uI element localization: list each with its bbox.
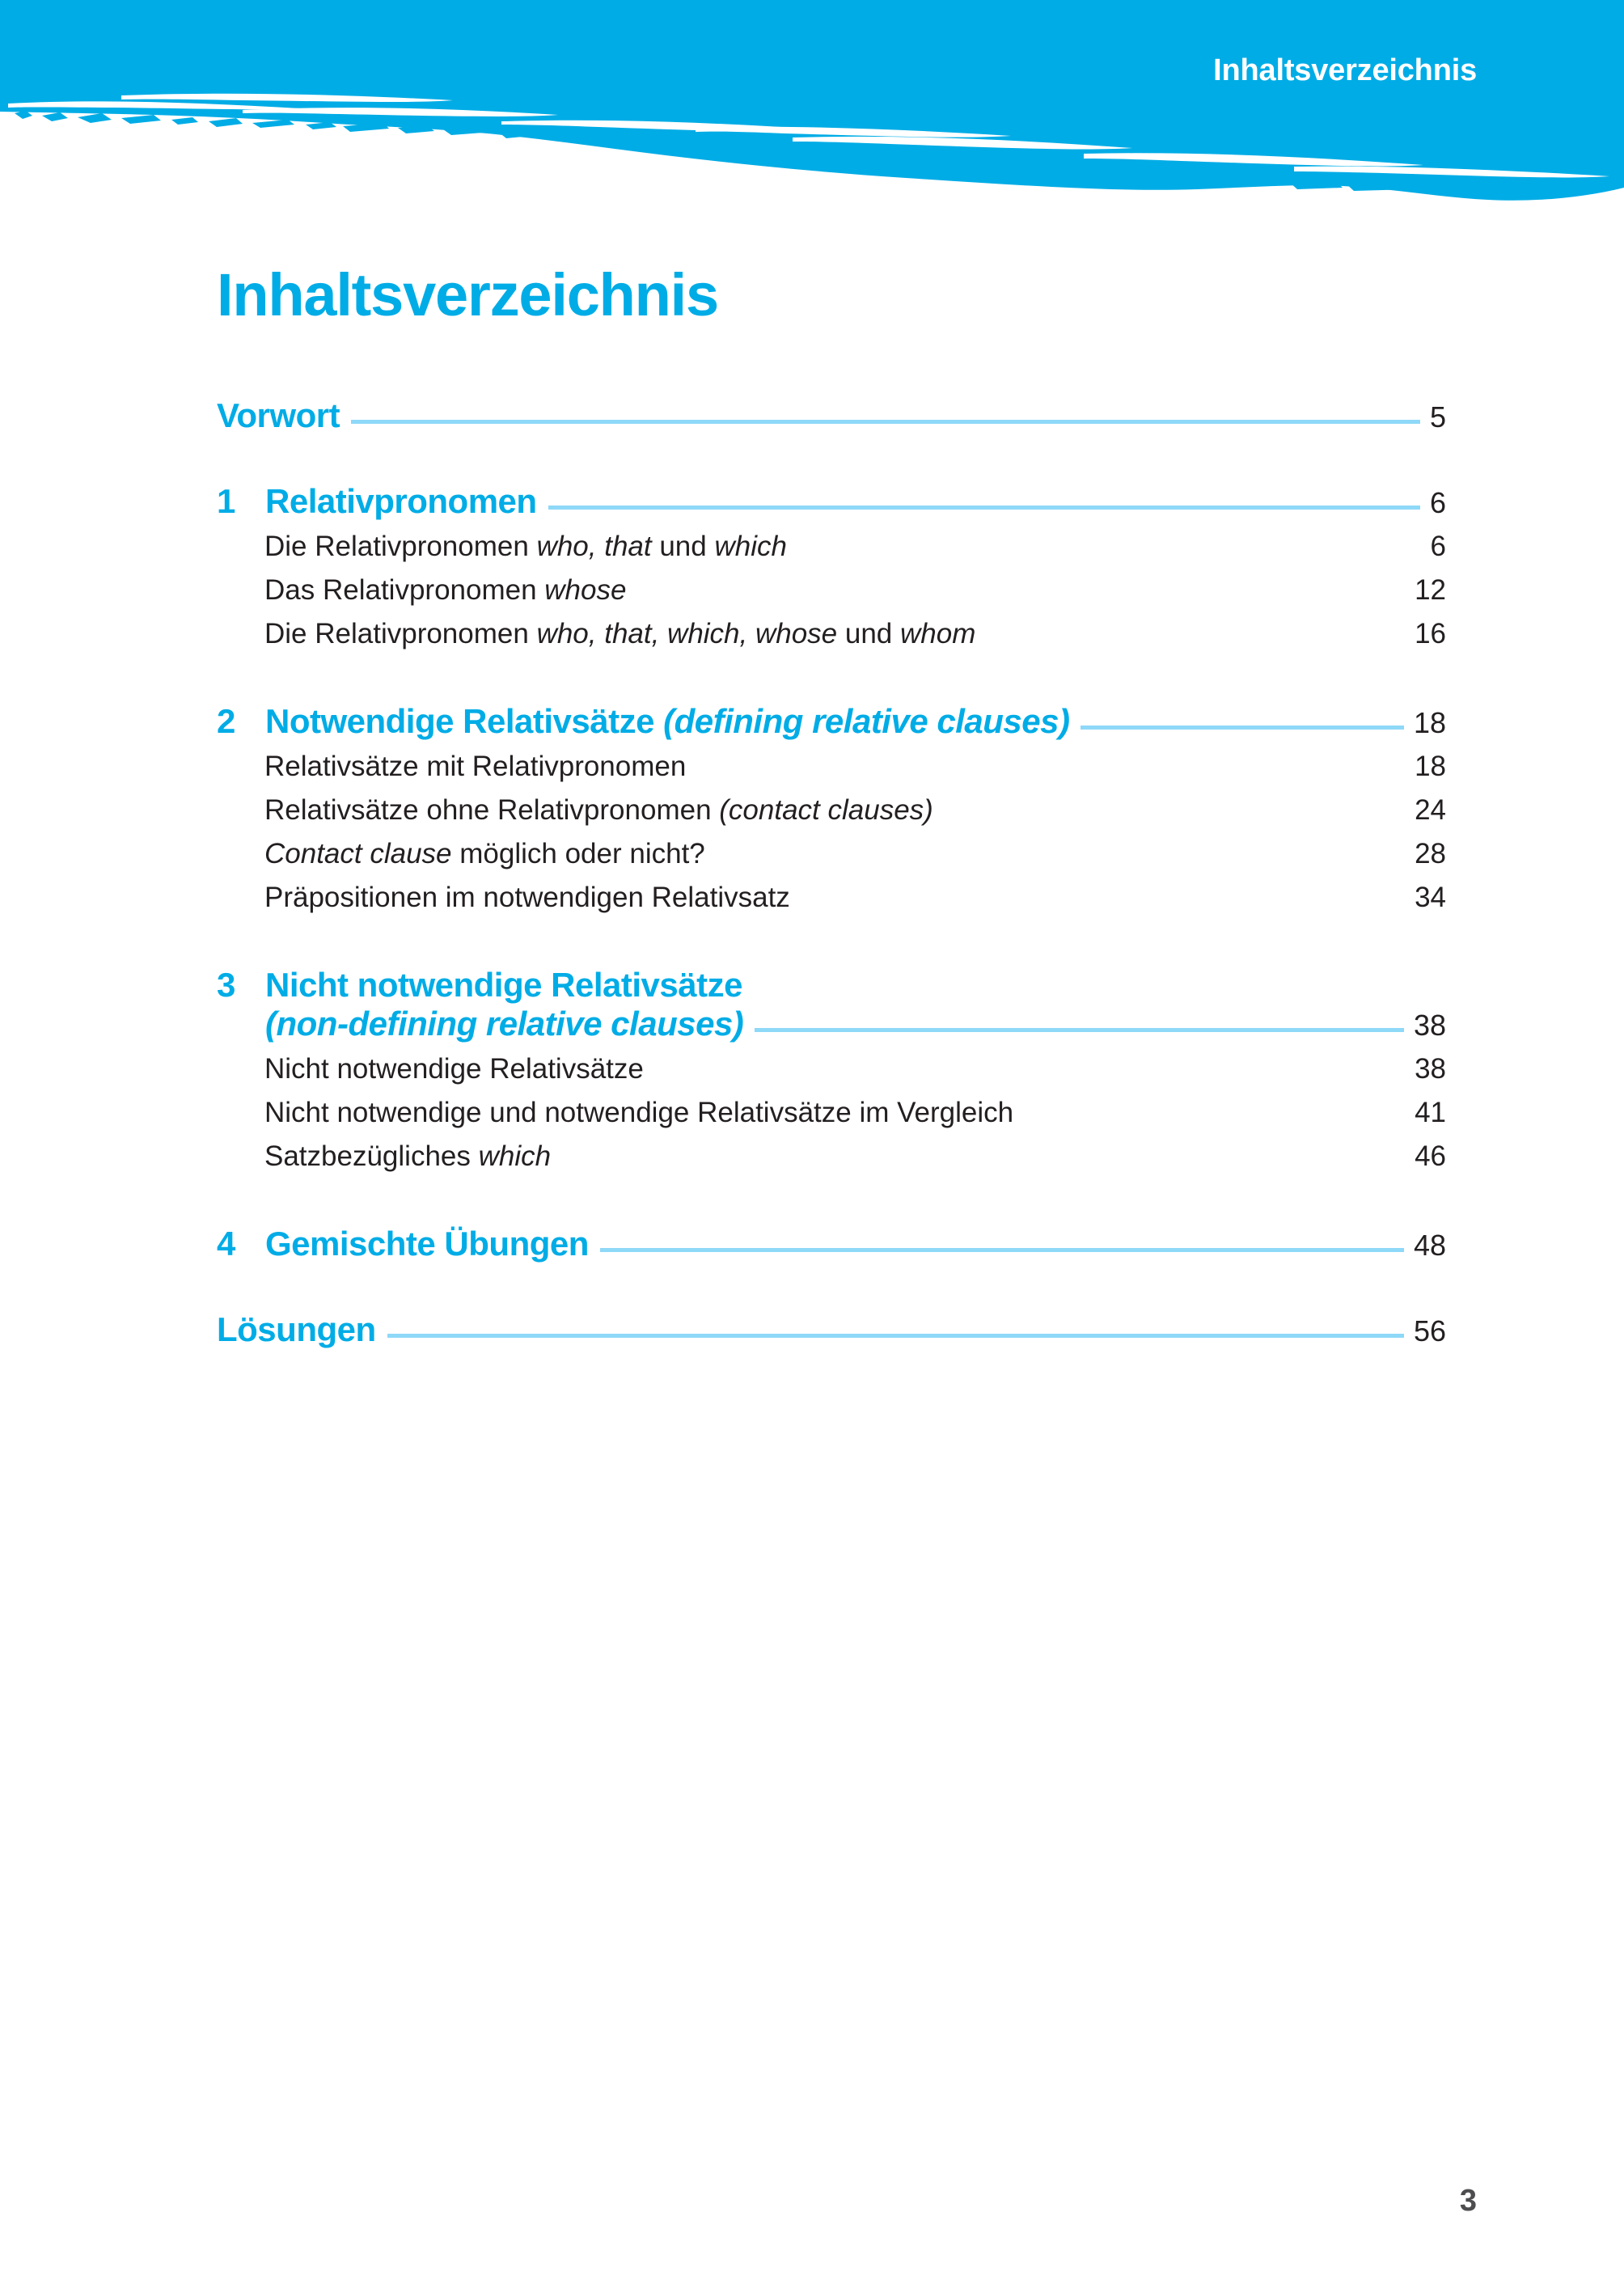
toc-leader-line [755, 1028, 1404, 1032]
toc-entry-row[interactable] [264, 794, 1446, 827]
toc-chapter-row[interactable] [217, 1225, 1446, 1263]
toc-entry-page-number: 28 [1415, 838, 1446, 869]
toc-entry-label: Die Relativpronomen who, that, which, whose und whom [264, 618, 976, 649]
toc-entry-page-number: 41 [1415, 1097, 1446, 1128]
toc-entry-row[interactable] [264, 618, 1446, 650]
toc-entry-row[interactable] [264, 1140, 1446, 1173]
toc-chapter-number: 2 [217, 702, 235, 740]
toc-entry-page-number: 38 [1415, 1053, 1446, 1085]
toc-entry-row[interactable] [264, 1097, 1446, 1129]
group-spacer [217, 1173, 1446, 1225]
toc-entry-label: Contact clause möglich oder nicht? [264, 838, 705, 869]
toc-chapter-row[interactable] [217, 702, 1446, 741]
spacer [217, 607, 1446, 618]
toc-chapter-page-number: 18 [1413, 706, 1446, 739]
toc-entry-label: Satzbezügliches which [264, 1140, 552, 1172]
group-spacer [217, 1263, 1446, 1310]
toc-entry-row[interactable] [264, 751, 1446, 783]
toc-entry-row[interactable] [264, 531, 1446, 563]
toc-chapter-row[interactable] [217, 396, 1446, 435]
spacer [217, 1129, 1446, 1140]
toc-leader-line [600, 1248, 1404, 1252]
toc-chapter-page-number: 6 [1429, 486, 1446, 519]
toc-chapter-label: Lösungen [217, 1310, 376, 1348]
toc-group [217, 1310, 1446, 1349]
toc-entry-row[interactable] [264, 882, 1446, 914]
toc-chapter-label: Gemischte Übungen [265, 1225, 589, 1263]
toc-group [217, 482, 1446, 650]
toc-entry-label: Das Relativpronomen whose [264, 574, 627, 606]
toc-chapter-page-number: 56 [1413, 1314, 1446, 1347]
toc-entry-page-number: 6 [1430, 531, 1446, 562]
toc-leader-line [548, 506, 1420, 510]
spacer [217, 870, 1446, 882]
toc-entry-page-number: 24 [1415, 794, 1446, 826]
toc-chapter-label-line2: (non-defining relative clauses) [265, 1005, 744, 1043]
spacer [217, 783, 1446, 794]
toc-chapter-row[interactable] [217, 482, 1446, 521]
toc-chapter-label: Vorwort [217, 396, 340, 434]
toc-entry-label: Relativsätze mit Relativpronomen [264, 751, 687, 782]
toc-chapter-page-number: 38 [1413, 1009, 1446, 1042]
toc-entry-page-number: 18 [1415, 751, 1446, 782]
spacer [217, 521, 1446, 531]
spacer [217, 1085, 1446, 1097]
toc-leader-line [387, 1334, 1404, 1338]
spacer [217, 563, 1446, 574]
table-of-contents [217, 396, 1446, 1349]
group-spacer [217, 435, 1446, 482]
toc-chapter-number: 3 [217, 966, 235, 1004]
page-title: Inhaltsverzeichnis [217, 260, 718, 328]
toc-entry-label: Relativsätze ohne Relativpronomen (contact clauses) [264, 794, 933, 826]
toc-entry-row[interactable] [264, 574, 1446, 607]
group-spacer [217, 914, 1446, 966]
group-spacer [217, 650, 1446, 702]
toc-group [217, 1225, 1446, 1263]
toc-entry-label: Präpositionen im notwendigen Relativsatz [264, 882, 790, 913]
toc-leader-line [351, 420, 1420, 424]
toc-chapter-row[interactable] [217, 966, 1446, 1043]
toc-entry-label: Nicht notwendige und notwendige Relativsätze im Vergleich [264, 1097, 1014, 1128]
toc-chapter-number: 4 [217, 1225, 235, 1263]
toc-entry-page-number: 16 [1415, 618, 1446, 649]
toc-chapter-label: Nicht notwendige Relativsätze [265, 966, 742, 1004]
toc-group [217, 702, 1446, 914]
toc-group [217, 396, 1446, 435]
toc-chapter-row[interactable] [217, 1310, 1446, 1349]
toc-chapter-label: Relativpronomen [265, 482, 537, 520]
toc-group [217, 966, 1446, 1173]
toc-chapter-page-number: 48 [1413, 1229, 1446, 1262]
toc-chapter-label: Notwendige Relativsätze (defining relative clauses) [265, 702, 1070, 740]
spacer [217, 1043, 1446, 1053]
header-brush-band [0, 0, 1624, 218]
toc-entry-row[interactable] [264, 838, 1446, 870]
running-head: Inhaltsverzeichnis [1213, 53, 1477, 87]
page-number-folio: 3 [1459, 2184, 1477, 2218]
toc-entry-page-number: 46 [1415, 1140, 1446, 1172]
toc-chapter-number: 1 [217, 482, 235, 520]
toc-leader-line [1081, 726, 1403, 730]
toc-entry-label: Die Relativpronomen who, that und which [264, 531, 787, 562]
toc-entry-row[interactable] [264, 1053, 1446, 1085]
toc-entry-page-number: 34 [1415, 882, 1446, 913]
spacer [217, 741, 1446, 751]
toc-entry-label: Nicht notwendige Relativsätze [264, 1053, 644, 1085]
toc-entry-page-number: 12 [1415, 574, 1446, 606]
toc-chapter-page-number: 5 [1429, 400, 1446, 434]
spacer [217, 827, 1446, 838]
